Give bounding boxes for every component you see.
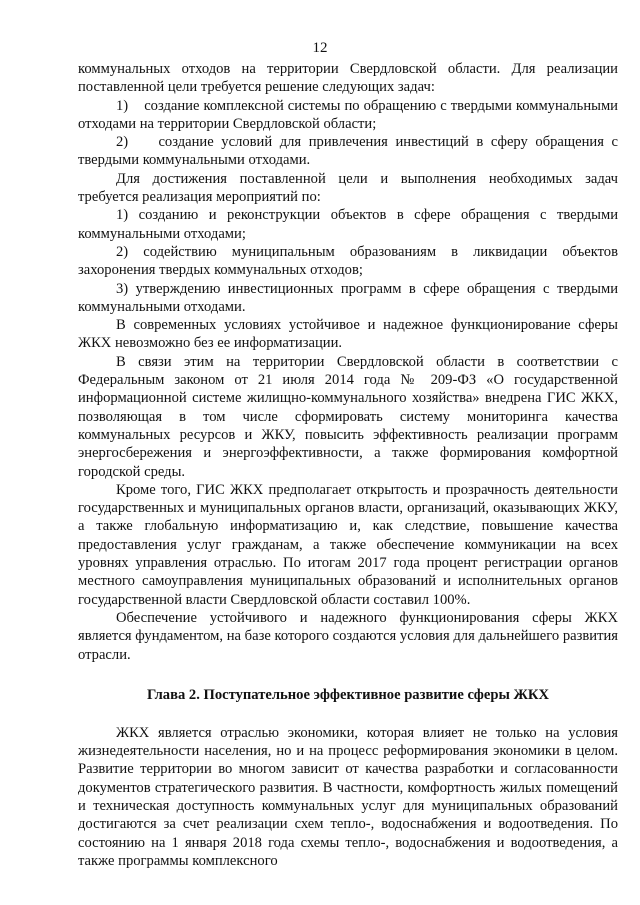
document-body [78, 60, 618, 870]
paragraphs-before [78, 60, 618, 664]
paragraphs-after [78, 724, 618, 870]
paragraph: ЖКХ является отраслью экономики, которая влияет не только на условия жизнедеятельности населения, но и на процесс реформирования экономики в целом. Развитие территории во многом зависит от качества разработки и согласованности документов стратегического развития. В частности, комфортность жилых помещений и техническая доступность коммунальных услуг для муниципальных образований достигаются за счет реализации схем тепло-, водоснабжения и водоотведения. По состоянию на 1 января 2018 года схемы тепло-, водоснабжения и водоотведения, а также программы комплексного [78, 724, 618, 869]
paragraph: 1) созданию и реконструкции объектов в сфере обращения с твердыми коммунальными отходами; [78, 207, 618, 242]
paragraph: 1) создание комплексной системы по обращению с твердыми коммунальными отходами на территории Свердловской области; [78, 97, 618, 132]
paragraph: Кроме того, ГИС ЖКХ предполагает открытость и прозрачность деятельности государственных и муниципальных органов власти, организаций, оказывающих ЖКУ, а также глобальную информатизацию и, как следствие, повышение качества предоставления услуг гражданам, а также обеспечение коммуникации на всех уровнях управления отраслью. По итогам 2017 года процент регистрации органов местного самоуправления муниципальных образований и исполнительных органов государственной власти Свердловской области составил 100%. [78, 481, 618, 608]
paragraph: коммунальных отходов на территории Свердловской области. Для реализации поставленной цели требуется решение следующих задач: [78, 61, 618, 96]
paragraph: 2) содействию муниципальным образованиям в ликвидации объектов захоронения твердых коммунальных отходов; [78, 243, 618, 279]
paragraph: В современных условиях устойчивое и надежное функционирование сферы ЖКХ невозможно без ее информатизации. [78, 317, 618, 352]
paragraph: Для достижения поставленной цели и выполнения необходимых задач требуется реализация мероприятий по: [78, 170, 618, 206]
paragraph: 3) утверждению инвестиционных программ в сфере обращения с твердыми коммунальными отходами. [78, 280, 618, 315]
paragraph: Обеспечение устойчивого и надежного функционирования сферы ЖКХ является фундаментом, на базе которого создаются условия для дальнейшего развития отрасли. [78, 609, 618, 663]
paragraph: В связи этим на территории Свердловской области в соответствии с Федеральным законом от 21 июля 2014 года № 209-ФЗ «О государственной информационной системе жилищно-коммунального хозяйства» внедрена ГИС ЖКХ, позволяющая в том числе сформировать систему мониторинга качества коммунальных ресурсов и ЖКУ, повысить эффективность реализации программ энергосбережения и энергоэффективности, а также формирования комфортной городской среды. [78, 353, 618, 480]
chapter-heading: Глава 2. Поступательное эффективное развитие сферы ЖКХ [146, 686, 550, 703]
page-number: 12 [312, 40, 328, 56]
paragraph: 2) создание условий для привлечения инвестиций в сферу обращения с твердыми коммунальными отходами. [78, 134, 618, 169]
